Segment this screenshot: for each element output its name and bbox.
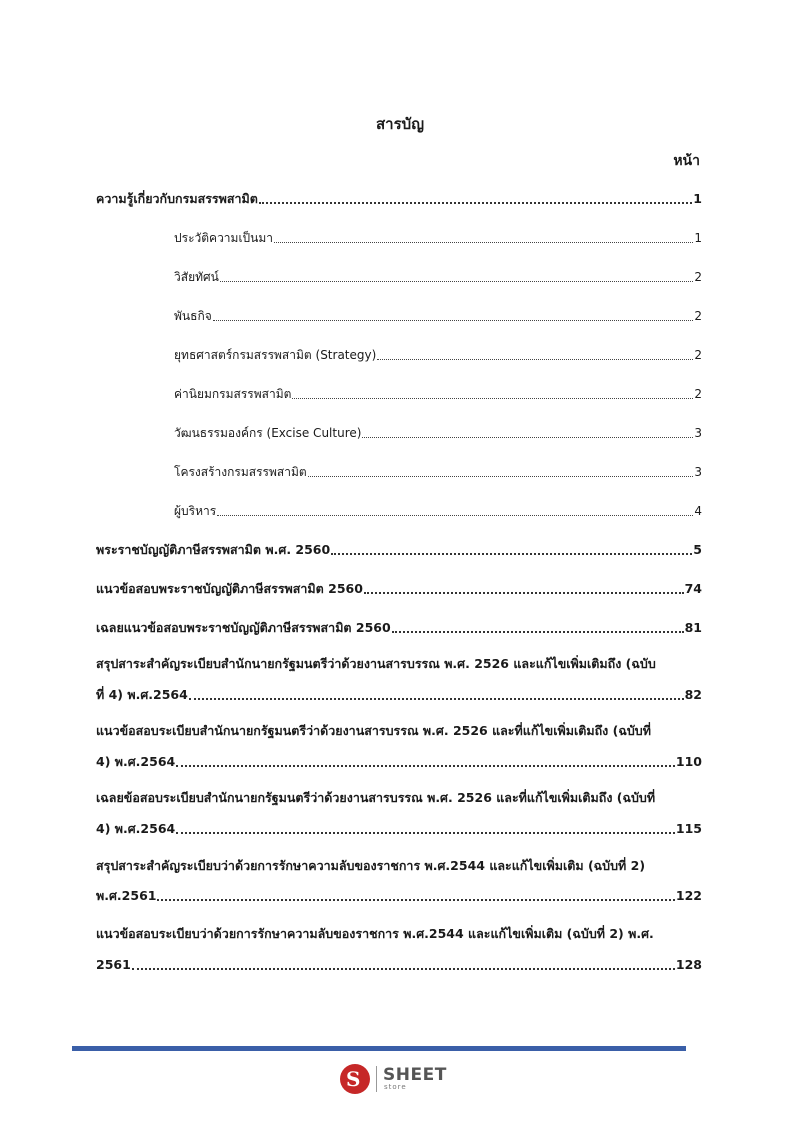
- toc-entry-page: 1: [693, 191, 702, 206]
- dot-leader: [364, 592, 684, 594]
- dot-leader: [392, 631, 684, 633]
- dot-leader: [259, 202, 692, 204]
- dot-leader: [308, 476, 694, 477]
- toc-entry-line1[interactable]: [96, 655, 704, 673]
- logo-sub: store: [384, 1083, 407, 1091]
- toc-entry-text: เฉลยแนวข้อสอบพระราชบัญญัติภาษีสรรพสามิต 2560: [96, 620, 391, 635]
- toc-entry-text: วิสัยทัศน์: [174, 270, 219, 284]
- toc-entry-page: 74: [684, 581, 702, 596]
- toc-entry-text: ความรู้เกี่ยวกับกรมสรรพสามิต: [96, 191, 258, 206]
- toc-entry-page: 122: [675, 888, 702, 903]
- logo-text: [383, 1067, 447, 1091]
- dot-leader: [217, 515, 693, 516]
- toc-subentry[interactable]: [174, 424, 702, 442]
- toc-entry-line1[interactable]: [96, 722, 704, 740]
- toc-entry-text: ประวัติความเป็นมา: [174, 231, 274, 245]
- toc-entry-line1[interactable]: [96, 925, 704, 943]
- toc-entry[interactable]: [96, 956, 702, 974]
- dot-leader: [377, 359, 693, 360]
- toc-entry-page: 82: [684, 687, 702, 702]
- toc-subentry[interactable]: [174, 229, 702, 247]
- toc-entry-page: 5: [693, 542, 702, 557]
- page-column-header: หน้า: [673, 153, 700, 169]
- sheet-store-logo: [340, 1062, 447, 1096]
- toc-entry-text: พ.ศ.2561: [96, 888, 157, 903]
- toc-subentry[interactable]: [174, 385, 702, 403]
- toc-subentry[interactable]: [174, 307, 702, 325]
- toc-entry-text: ค่านิยมกรมสรรพสามิต: [174, 387, 292, 401]
- toc-subentry[interactable]: [174, 502, 702, 520]
- toc-entry-page: 1: [694, 231, 702, 245]
- toc-entry-text: 4) พ.ศ.2564: [96, 821, 176, 836]
- toc-entry-page: 81: [684, 620, 702, 635]
- toc-entry-page: 110: [675, 754, 702, 769]
- logo-separator: [376, 1066, 377, 1092]
- toc-entry[interactable]: [96, 190, 702, 208]
- toc-entry-line1[interactable]: [96, 789, 704, 807]
- toc-entry-page: 128: [675, 957, 702, 972]
- toc-entry-text: แนวข้อสอบพระราชบัญญัติภาษีสรรพสามิต 2560: [96, 581, 363, 596]
- toc-entry-text: ยุทธศาสตร์กรมสรรพสามิต (Strategy): [174, 348, 377, 362]
- toc-subentry[interactable]: [174, 268, 702, 286]
- toc-entry-page: 3: [694, 465, 702, 479]
- toc-entry-text: วัฒนธรรมองค์กร (Excise Culture): [174, 426, 362, 440]
- dot-leader: [189, 698, 684, 700]
- page-title: สารบัญ: [376, 115, 424, 133]
- dot-leader: [274, 242, 693, 243]
- dot-leader: [176, 832, 675, 834]
- toc-entry[interactable]: [96, 686, 702, 704]
- dot-leader: [157, 899, 674, 901]
- logo-word: SHEET: [383, 1065, 447, 1085]
- toc-entry[interactable]: [96, 541, 702, 559]
- toc-entry-text-line1: แนวข้อสอบระเบียบสำนักนายกรัฐมนตรีว่าด้วยงานสารบรรณ พ.ศ. 2526 และที่แก้ไขเพิ่มเติมถึง (ฉบับที่: [96, 723, 651, 738]
- toc-entry-page: 2: [694, 348, 702, 362]
- toc-entry-text: พระราชบัญญัติภาษีสรรพสามิต พ.ศ. 2560: [96, 542, 331, 557]
- logo-s-icon: S: [340, 1064, 370, 1094]
- toc-entry[interactable]: [96, 580, 702, 598]
- toc-entry-text: 2561: [96, 957, 131, 972]
- dot-leader: [331, 553, 692, 555]
- toc-entry-line1[interactable]: [96, 857, 704, 875]
- toc-entry-page: 115: [675, 821, 702, 836]
- toc-entry-page: 2: [694, 309, 702, 323]
- dot-leader: [176, 765, 675, 767]
- toc-entry-text: ผู้บริหาร: [174, 504, 217, 518]
- toc-entry[interactable]: [96, 820, 702, 838]
- toc-entry[interactable]: [96, 753, 702, 771]
- toc-subentry[interactable]: [174, 463, 702, 481]
- toc-entry-text: โครงสร้างกรมสรรพสามิต: [174, 465, 307, 479]
- dot-leader: [132, 968, 675, 970]
- toc-entry-page: 4: [694, 504, 702, 518]
- toc-entry[interactable]: [96, 619, 702, 637]
- toc-entry-text-line1: สรุปสาระสำคัญระเบียบว่าด้วยการรักษาความลับของราชการ พ.ศ.2544 และแก้ไขเพิ่มเติม (ฉบับที่ 2): [96, 858, 646, 873]
- dot-leader: [362, 437, 693, 438]
- toc-entry-page: 2: [694, 387, 702, 401]
- footer-rule: [72, 1046, 686, 1051]
- toc-subentry[interactable]: [174, 346, 702, 364]
- toc-entry-text-line1: แนวข้อสอบระเบียบว่าด้วยการรักษาความลับของราชการ พ.ศ.2544 และแก้ไขเพิ่มเติม (ฉบับที่ 2) พ.ศ.: [96, 926, 654, 941]
- dot-leader: [292, 398, 693, 399]
- toc-entry-text-line1: สรุปสาระสำคัญระเบียบสำนักนายกรัฐมนตรีว่าด้วยงานสารบรรณ พ.ศ. 2526 และแก้ไขเพิ่มเติมถึง (ฉบับ: [96, 656, 656, 671]
- toc-entry[interactable]: [96, 887, 702, 905]
- dot-leader: [213, 320, 694, 321]
- toc-entry-page: 2: [694, 270, 702, 284]
- toc-entry-text: ที่ 4) พ.ศ.2564: [96, 687, 188, 702]
- toc-entry-text: 4) พ.ศ.2564: [96, 754, 176, 769]
- dot-leader: [220, 281, 694, 282]
- toc-entry-text: พันธกิจ: [174, 309, 212, 323]
- toc-entry-page: 3: [694, 426, 702, 440]
- toc-entry-text-line1: เฉลยข้อสอบระเบียบสำนักนายกรัฐมนตรีว่าด้วยงานสารบรรณ พ.ศ. 2526 และที่แก้ไขเพิ่มเติมถึง (ฉบับที่: [96, 790, 656, 805]
